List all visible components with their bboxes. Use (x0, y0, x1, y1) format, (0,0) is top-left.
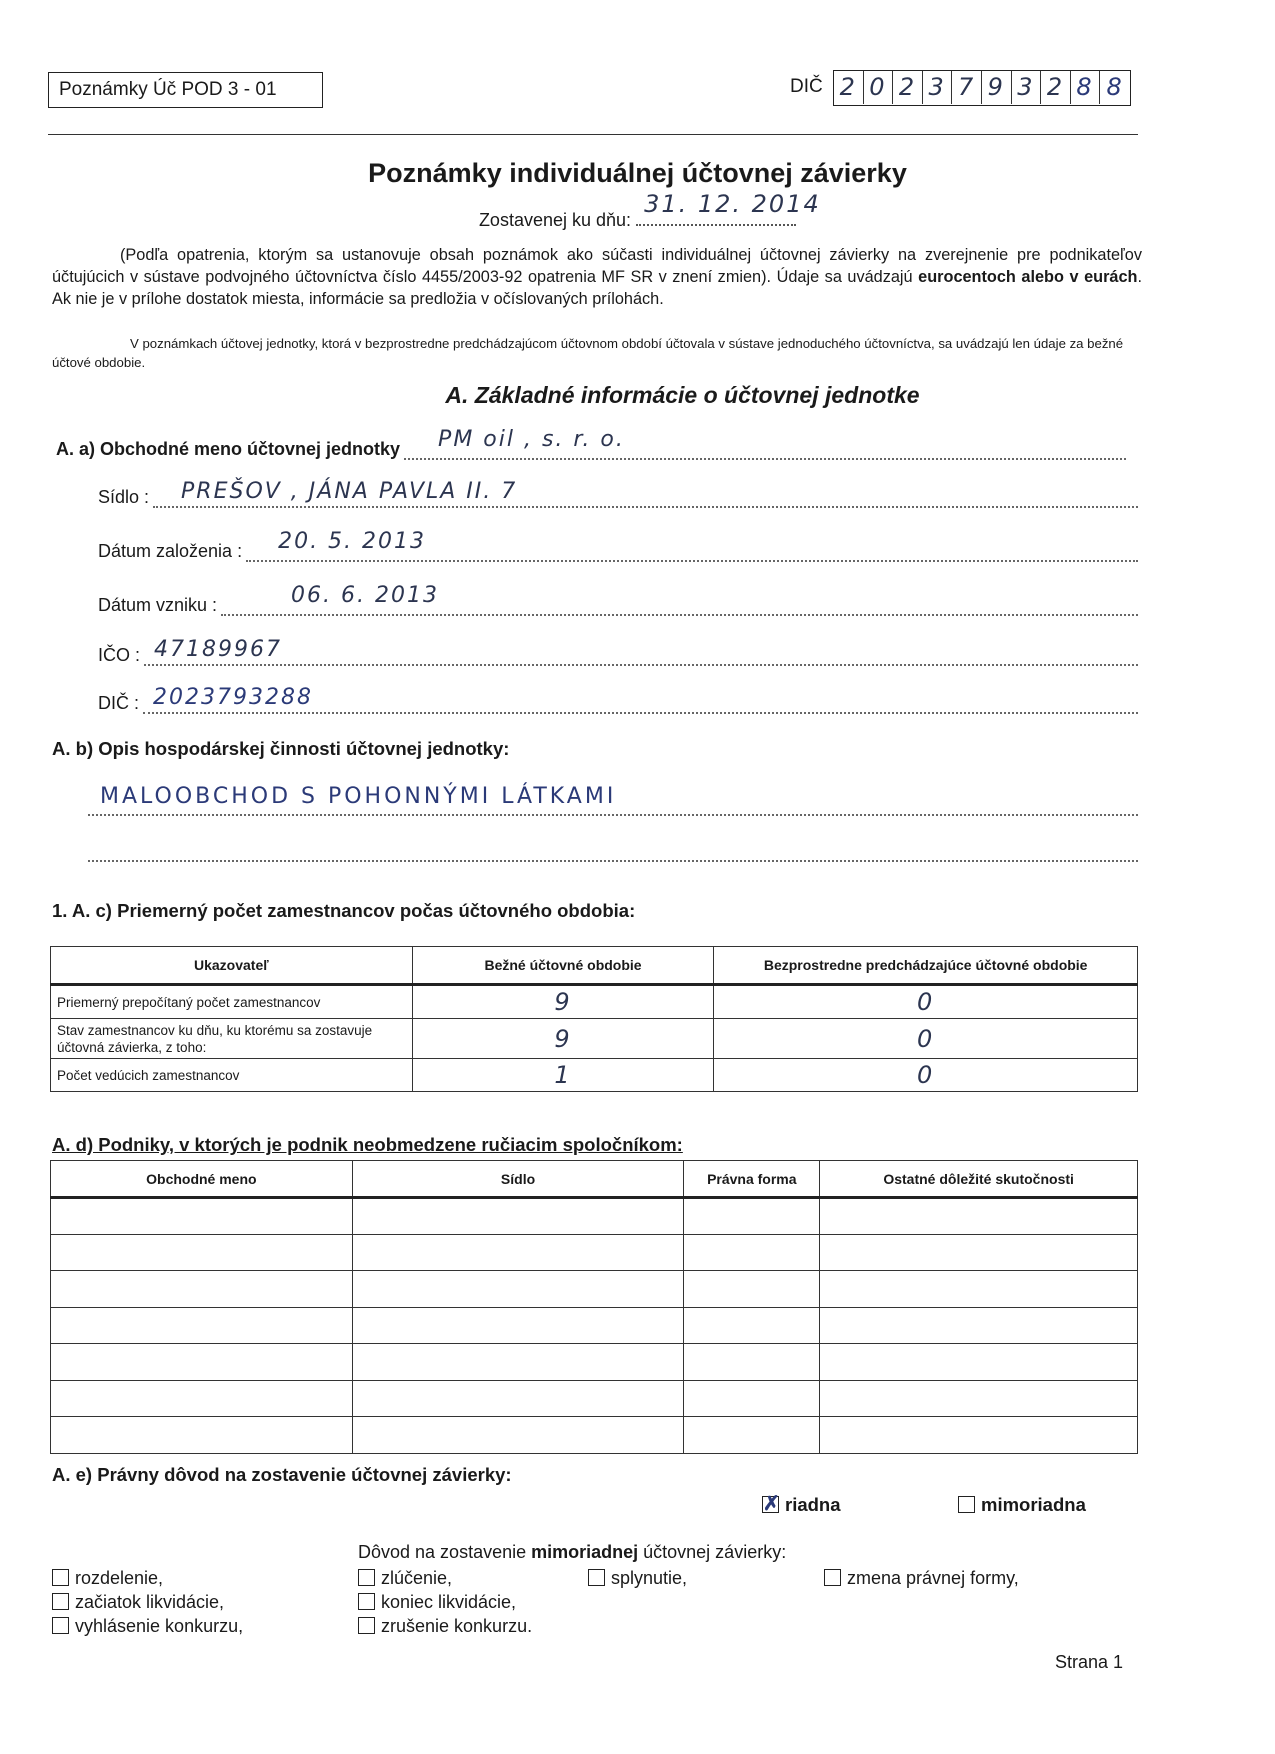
form-code: Poznámky Úč POD 3 - 01 (59, 79, 277, 100)
table-cell[interactable] (51, 1344, 353, 1381)
column-header: Právna forma (684, 1161, 820, 1198)
section-a-title: A. Základné informácie o účtovnej jednotke (445, 382, 920, 408)
compiled-date-row (0, 190, 1275, 231)
reason-merger[interactable] (358, 1568, 452, 1589)
dic-digit[interactable]: 3 (923, 71, 953, 104)
header-divider (48, 134, 1138, 135)
row-label: Počet vedúcich zamestnancov (51, 1059, 413, 1092)
reason-label: vyhlásenie konkurzu, (75, 1616, 244, 1636)
checkbox-icon[interactable] (358, 1569, 375, 1586)
option-label: mimoriadna (981, 1494, 1086, 1515)
checkbox-icon[interactable] (52, 1617, 69, 1634)
dic-digit[interactable]: 8 (1071, 71, 1101, 104)
dic-digit-boxes (833, 70, 1131, 106)
section-c-heading: 1. A. c) Priemerný počet zamestnancov počas účtovného obdobia: (52, 900, 636, 921)
founded-value: 20. 5. 2013 (278, 529, 427, 554)
dic-input[interactable] (143, 685, 1138, 714)
page-title: Poznámky individuálnej účtovnej závierky (368, 158, 907, 188)
previous-period-value[interactable]: 0 (714, 1019, 1138, 1059)
option-regular[interactable] (762, 1494, 841, 1516)
checkbox-icon[interactable] (358, 1617, 375, 1634)
table-cell[interactable] (684, 1198, 820, 1235)
option-label: riadna (785, 1494, 841, 1515)
table-cell[interactable] (51, 1271, 353, 1308)
established-label: Dátum vzniku : (98, 595, 218, 615)
dic-field (98, 685, 1138, 714)
table-header-row (51, 1161, 1138, 1198)
compiled-date-label: Zostavenej ku dňu: (478, 210, 632, 230)
founded-field (98, 529, 1138, 562)
reason-label: zrušenie konkurzu. (381, 1616, 533, 1636)
reason-title-text: Dôvod na zostavenie (358, 1542, 532, 1562)
ico-field (98, 637, 1138, 666)
table-cell[interactable] (51, 1417, 353, 1454)
intro-text-end: . Ak nie je v prílohe dostatok miesta, informácie sa predložia v očíslovaných prílohách. (52, 268, 1142, 308)
dic-digit[interactable]: 3 (1012, 71, 1042, 104)
company-name-label: A. a) Obchodné meno účtovnej jednotky (56, 439, 401, 459)
activity-line-2[interactable] (88, 860, 1138, 862)
dic-digit[interactable]: 8 (1106, 73, 1124, 101)
checkbox-checked-icon[interactable] (762, 1496, 779, 1513)
section-b-heading: A. b) Opis hospodárskej činnosti účtovnej jednotky: (52, 738, 510, 759)
current-period-value[interactable]: 9 (412, 985, 714, 1019)
reason-label: koniec likvidácie, (381, 1592, 517, 1612)
founded-label: Dátum založenia : (98, 541, 243, 561)
table-row (51, 1307, 1138, 1344)
table-cell[interactable] (820, 1344, 1138, 1381)
table-cell[interactable] (820, 1234, 1138, 1271)
activity-line-1[interactable] (88, 814, 1138, 816)
previous-period-value[interactable]: 0 (714, 985, 1138, 1019)
reason-label: splynutie, (611, 1568, 688, 1588)
table-cell[interactable] (820, 1307, 1138, 1344)
table-cell[interactable] (820, 1198, 1138, 1235)
seat-input[interactable] (153, 479, 1138, 508)
reason-bankruptcy-cancellation[interactable] (358, 1616, 532, 1637)
checkbox-icon[interactable] (588, 1569, 605, 1586)
table-cell[interactable] (352, 1417, 684, 1454)
table-row (51, 1344, 1138, 1381)
previous-period-value[interactable]: 0 (714, 1059, 1138, 1092)
dic-value: 2023793288 (153, 685, 313, 710)
intro-paragraph (52, 244, 1142, 310)
checkbox-icon[interactable] (358, 1593, 375, 1610)
company-name-value: PM oil , s. r. o. (438, 427, 625, 452)
table-cell[interactable] (51, 1307, 353, 1344)
dic-digit[interactable]: 2 (1041, 71, 1071, 104)
employees-table (50, 946, 1138, 1092)
table-cell[interactable] (352, 1234, 684, 1271)
dic-digit[interactable]: 7 (952, 71, 982, 104)
table-cell[interactable] (51, 1234, 353, 1271)
table-cell[interactable] (51, 1380, 353, 1417)
dic-digit[interactable]: 2 (893, 71, 923, 104)
section-d-heading: A. d) Podniky, v ktorých je podnik neobmedzene ručiacim spoločníkom: (52, 1134, 683, 1155)
reason-label: začiatok likvidácie, (75, 1592, 225, 1612)
table-cell[interactable] (352, 1307, 684, 1344)
table-cell[interactable] (684, 1417, 820, 1454)
activity-value: MALOOBCHOD S POHONNÝMI LÁTKAMI (100, 784, 617, 809)
table-cell[interactable] (352, 1344, 684, 1381)
company-name-field (56, 427, 1126, 460)
dic-label: DIČ : (98, 693, 140, 713)
established-input[interactable] (221, 583, 1138, 616)
column-header: Ukazovateľ (51, 947, 413, 985)
partnerships-table (50, 1160, 1138, 1454)
column-header: Bezprostredne predchádzajúce účtovné obdobie (714, 947, 1138, 985)
reason-amalgamation[interactable] (588, 1568, 687, 1589)
checkbox-icon[interactable] (824, 1569, 841, 1586)
checkbox-icon[interactable] (52, 1593, 69, 1610)
table-cell[interactable] (684, 1271, 820, 1308)
table-row (51, 1417, 1138, 1454)
column-header: Obchodné meno (51, 1161, 353, 1198)
table-cell[interactable] (352, 1271, 684, 1308)
ico-input[interactable] (144, 637, 1138, 666)
seat-value: PREŠOV , JÁNA PAVLA II. 7 (181, 479, 518, 504)
dic-top-label: DIČ (790, 76, 823, 97)
table-row (51, 1380, 1138, 1417)
reason-division[interactable] (52, 1568, 163, 1589)
seat-label: Sídlo : (98, 487, 150, 507)
table-row (51, 1234, 1138, 1271)
table-cell[interactable] (352, 1380, 684, 1417)
table-cell[interactable] (684, 1307, 820, 1344)
ico-label: IČO : (98, 645, 141, 665)
table-row (51, 985, 1138, 1019)
table-cell[interactable] (820, 1271, 1138, 1308)
intro-bold-text: eurocentoch alebo v eurách (918, 268, 1138, 286)
ico-value: 47189967 (154, 637, 282, 662)
table-cell[interactable] (684, 1344, 820, 1381)
checkbox-icon[interactable] (958, 1496, 975, 1513)
table-cell[interactable] (820, 1417, 1138, 1454)
column-header: Sídlo (352, 1161, 684, 1198)
table-cell[interactable] (684, 1380, 820, 1417)
note-paragraph: V poznámkach účtovej jednotky, ktorá v bezprostredne predchádzajúcom účtovnom období účtovala v sústave jednoduchého účtovníctva, sa uvádzajú len údaje za bežné účtové obdobie. (52, 336, 1124, 370)
dic-digit[interactable]: 2 (834, 71, 864, 104)
founded-input[interactable] (246, 529, 1138, 562)
intro-text: (Podľa opatrenia, ktorým sa ustanovuje obsah poznámok ako súčasti individuálnej účtovnej závierky na zverejnenie pre podnikateľov účtujúcich v sústave podvojného účtovníctva číslo 4455/2003-92 opatrenia MF SR v znení zmien). Údaje sa uvádzajú (52, 246, 1142, 286)
option-extraordinary[interactable] (958, 1494, 1086, 1516)
reason-legal-form-change[interactable] (824, 1568, 1019, 1589)
table-row (51, 1019, 1138, 1059)
table-row (51, 1271, 1138, 1308)
checkbox-icon[interactable] (52, 1569, 69, 1586)
reason-title (358, 1542, 786, 1563)
current-period-value[interactable]: 1 (412, 1059, 714, 1092)
form-code-box (48, 72, 323, 108)
section-e-heading: A. e) Právny dôvod na zostavenie účtovnej závierky: (52, 1464, 512, 1485)
compiled-date-value: 31. 12. 2014 (644, 190, 821, 218)
column-header: Ostatné dôležité skutočnosti (820, 1161, 1138, 1198)
column-header: Bežné účtovné obdobie (412, 947, 714, 985)
row-label: Stav zamestnancov ku dňu, ku ktorému sa zostavuje účtovná závierka, z toho: (51, 1019, 413, 1059)
compiled-date-field[interactable] (636, 190, 821, 226)
established-field (98, 583, 1138, 616)
page-number: Strana 1 (1055, 1652, 1124, 1672)
dic-digit[interactable]: 0 (864, 71, 894, 104)
reason-label: rozdelenie, (75, 1568, 164, 1588)
reason-title-text-end: účtovnej závierky: (638, 1542, 787, 1562)
table-header-row (51, 947, 1138, 985)
table-cell[interactable] (51, 1198, 353, 1235)
seat-field (98, 479, 1138, 508)
company-name-input[interactable] (404, 427, 1126, 460)
table-cell[interactable] (352, 1198, 684, 1235)
table-cell[interactable] (820, 1380, 1138, 1417)
reason-liquidation-start[interactable] (52, 1592, 224, 1613)
table-row (51, 1198, 1138, 1235)
table-cell[interactable] (684, 1234, 820, 1271)
established-value: 06. 6. 2013 (291, 583, 439, 608)
reason-liquidation-end[interactable] (358, 1592, 516, 1613)
current-period-value[interactable]: 9 (412, 1019, 714, 1059)
reason-label: zlúčenie, (381, 1568, 453, 1588)
table-row (51, 1059, 1138, 1092)
reason-title-bold: mimoriadnej (531, 1542, 639, 1562)
row-label: Priemerný prepočítaný počet zamestnancov (51, 985, 413, 1019)
dic-digit[interactable]: 9 (982, 71, 1012, 104)
reason-bankruptcy-declaration[interactable] (52, 1616, 243, 1637)
reason-label: zmena právnej formy, (847, 1568, 1019, 1588)
